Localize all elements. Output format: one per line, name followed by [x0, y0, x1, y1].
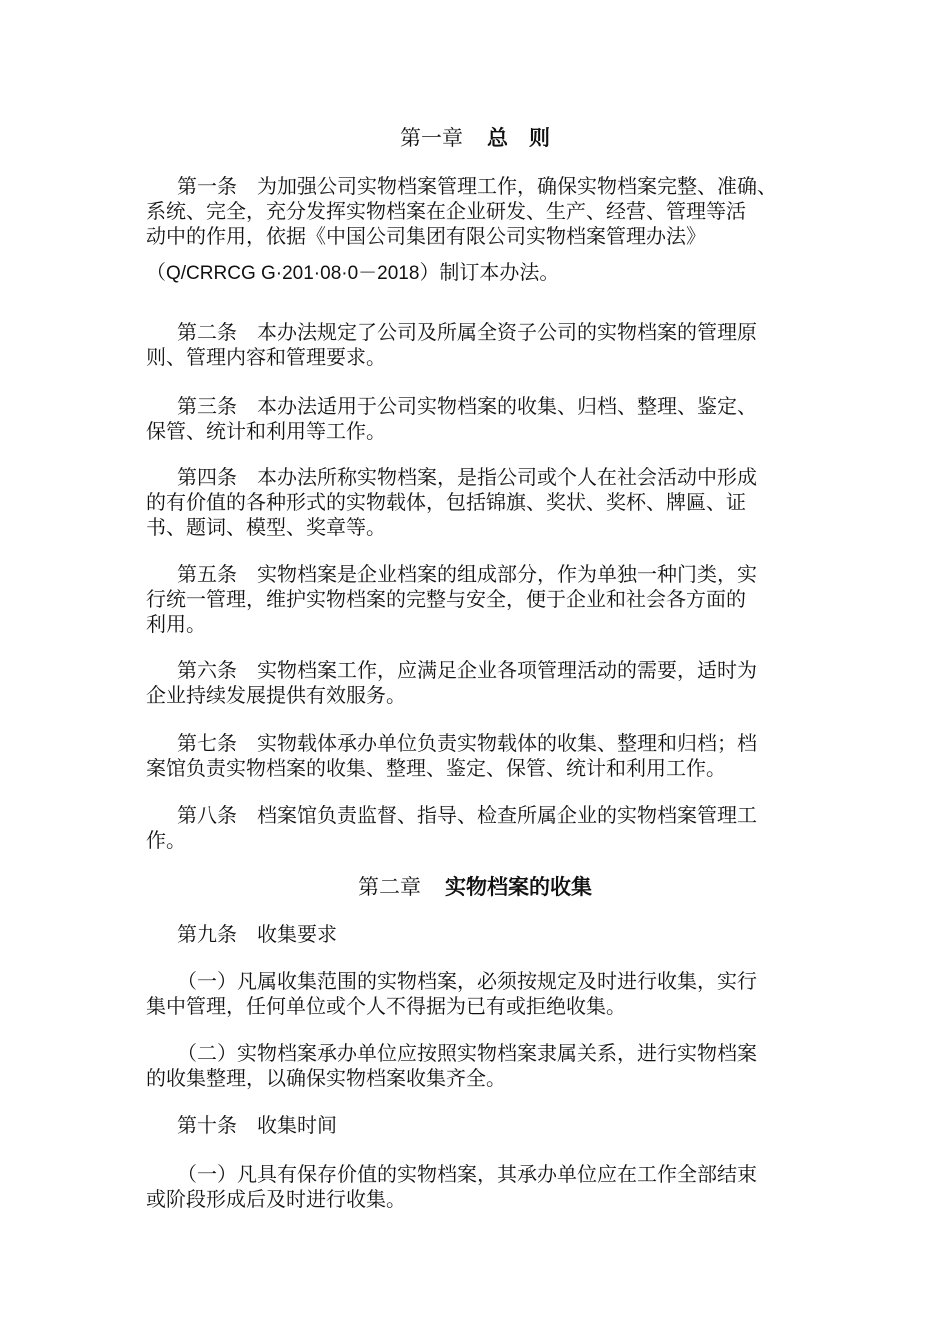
clause-text-line: 或阶段形成后及时进行收集。: [146, 1187, 406, 1211]
clause-9-1: [146, 969, 806, 1019]
article-text-line: 案馆负责实物档案的收集、整理、鉴定、保管、统计和利用工作。: [146, 756, 726, 780]
article-label: 第二条: [177, 320, 237, 344]
clause-10-1: [146, 1162, 806, 1212]
clause-text-line: 集中管理，任何单位或个人不得据为已有或拒绝收集。: [146, 994, 626, 1018]
article-label: 第八条: [177, 803, 237, 827]
article-text-line: 实物载体承办单位负责实物载体的收集、整理和归档；档: [257, 731, 757, 755]
article-3: [146, 394, 806, 444]
article-label: 第九条: [177, 922, 237, 946]
clause-9-2: [146, 1041, 806, 1091]
article-9: [146, 922, 806, 947]
chapter-number: 第二章: [358, 875, 421, 899]
clause-text-line: （一）凡属收集范围的实物档案，必须按规定及时进行收集，实行: [177, 969, 757, 993]
article-text-line: 动中的作用，依据《中国公司集团有限公司实物档案管理办法》: [146, 224, 706, 248]
article-label: 第四条: [177, 465, 237, 489]
article-text-line: 企业持续发展提供有效服务。: [146, 683, 406, 707]
article-10: [146, 1113, 806, 1138]
article-text-line: 保管、统计和利用等工作。: [146, 419, 386, 443]
chapter-1-heading: [0, 124, 950, 152]
article-text-line: 本办法规定了公司及所属全资子公司的实物档案的管理原: [257, 320, 757, 344]
article-text-line: 档案馆负责监督、指导、检查所属企业的实物档案管理工: [257, 803, 757, 827]
standard-code: Q/CRRCG G·201·08·0－2018: [166, 263, 420, 284]
article-8: [146, 803, 806, 853]
article-text-line: 实物档案是企业档案的组成部分，作为单独一种门类，实: [257, 562, 757, 586]
article-text-line: 本办法适用于公司实物档案的收集、归档、整理、鉴定、: [257, 394, 757, 418]
article-text-line: 收集时间: [257, 1113, 337, 1137]
article-label: 第一条: [177, 174, 237, 198]
article-text-line: 作。: [146, 828, 186, 852]
chapter-number: 第一章: [400, 126, 463, 150]
article-label: 第七条: [177, 731, 237, 755]
article-label: 第十条: [177, 1113, 237, 1137]
article-4: [146, 465, 806, 540]
chapter-2-heading: [0, 873, 950, 901]
article-text-line: 的有价值的各种形式的实物载体，包括锦旗、奖状、奖杯、牌匾、证: [146, 490, 746, 514]
article-5: [146, 562, 806, 637]
chapter-title: 总 则: [487, 126, 550, 150]
article-text-line: 行统一管理，维护实物档案的完整与安全，便于企业和社会各方面的: [146, 587, 746, 611]
article-7: [146, 731, 806, 781]
article-text-line: 书、题词、模型、奖章等。: [146, 515, 386, 539]
article-text-line: 为加强公司实物档案管理工作，确保实物档案完整、准确、: [257, 174, 777, 198]
article-text-line: 本办法所称实物档案，是指公司或个人在社会活动中形成: [257, 465, 757, 489]
article-text-line: 则、管理内容和管理要求。: [146, 345, 386, 369]
article-6: [146, 658, 806, 708]
article-text-line: 实物档案工作，应满足企业各项管理活动的需要，适时为: [257, 658, 757, 682]
bracket-open: （: [146, 260, 166, 284]
article-text-line: ）制订本办法。: [419, 260, 560, 284]
article-2: [146, 320, 806, 370]
article-label: 第五条: [177, 562, 237, 586]
article-1: [146, 174, 806, 249]
clause-text-line: （二）实物档案承办单位应按照实物档案隶属关系，进行实物档案: [177, 1041, 757, 1065]
article-label: 第三条: [177, 394, 237, 418]
article-text-line: 收集要求: [257, 922, 337, 946]
article-text-line: 系统、完全，充分发挥实物档案在企业研发、生产、经营、管理等活: [146, 199, 746, 223]
article-label: 第六条: [177, 658, 237, 682]
chapter-title: 实物档案的收集: [445, 875, 592, 899]
clause-text-line: 的收集整理，以确保实物档案收集齐全。: [146, 1066, 506, 1090]
clause-text-line: （一）凡具有保存价值的实物档案，其承办单位应在工作全部结束: [177, 1162, 757, 1186]
article-1-reference: [146, 260, 806, 286]
article-text-line: 利用。: [146, 612, 206, 636]
